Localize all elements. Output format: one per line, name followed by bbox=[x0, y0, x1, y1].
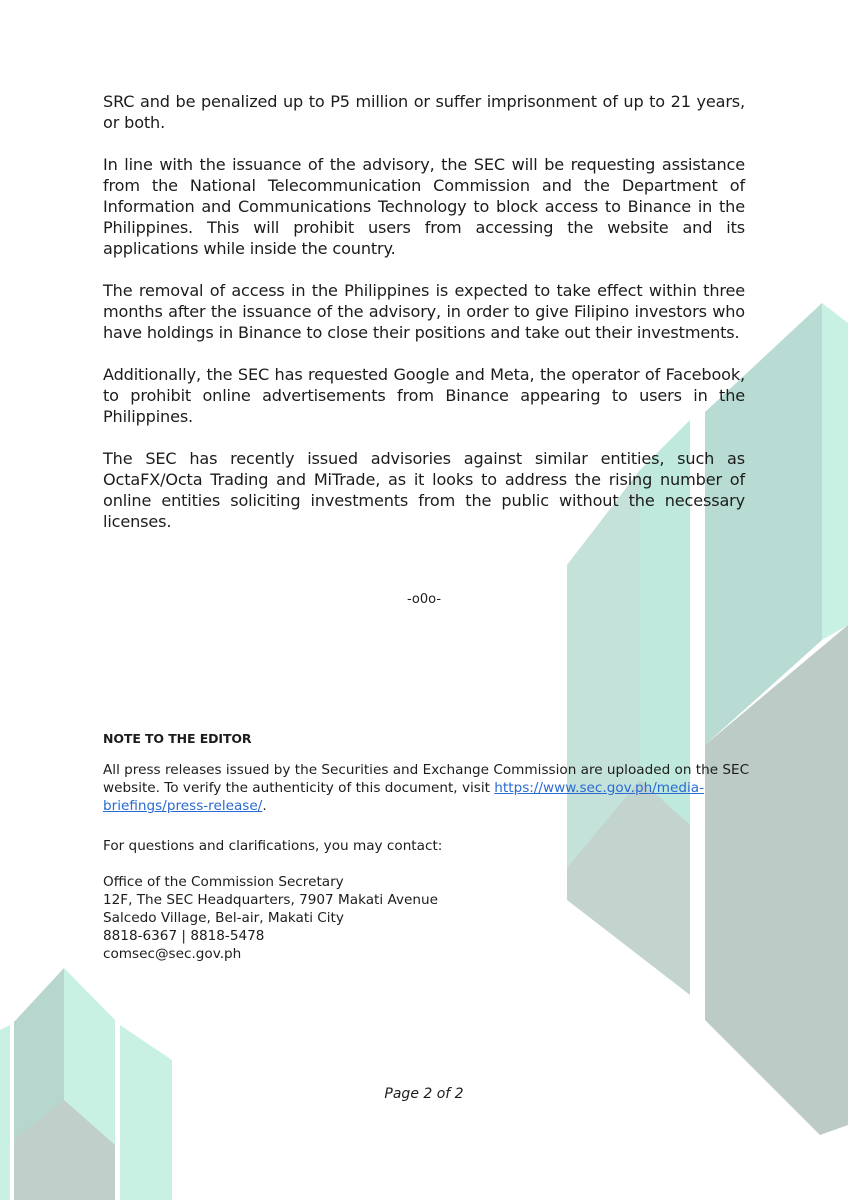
note-title: NOTE TO THE EDITOR bbox=[103, 731, 252, 746]
body-paragraph: In line with the issuance of the advisory, the SEC will be requesting assistance from the National Telecommunication Commission and the Department of Information and Communications Technology to block access to Binance in the Philippines. This will prohibit users from accessing the website and its applications while inside the country. bbox=[103, 155, 745, 258]
contact-office: Office of the Commission Secretary bbox=[103, 874, 344, 890]
body-paragraph: SRC and be penalized up to P5 million or suffer imprisonment of up to 21 years, or both. bbox=[103, 92, 745, 132]
bg-shape-mint-edge-left bbox=[0, 1025, 10, 1200]
contact-intro: For questions and clarifications, you may contact: bbox=[103, 838, 443, 854]
page-number: Page 2 of 2 bbox=[384, 1086, 464, 1102]
contact-address-2: Salcedo Village, Bel-air, Makati City bbox=[103, 910, 344, 926]
body-paragraph: Additionally, the SEC has requested Google and Meta, the operator of Facebook, to prohibit online advertisements from Binance appearing to users in the Philippines. bbox=[103, 365, 745, 426]
press-release-link[interactable]: https://www.sec.gov.ph/media-briefings/press-release/ bbox=[103, 780, 705, 814]
contact-phone: 8818-6367 | 8818-5478 bbox=[103, 928, 265, 944]
contact-block bbox=[103, 873, 763, 963]
body-paragraph: The SEC has recently issued advisories against similar entities, such as OctaFX/Octa Trading and MiTrade, as it looks to address the rising number of online entities soliciting investments from the public without the necessary licenses. bbox=[103, 449, 745, 531]
end-of-release-mark: -o0o- bbox=[406, 592, 442, 607]
note-text-end: . bbox=[262, 798, 267, 814]
note-to-editor bbox=[103, 730, 763, 963]
contact-email: comsec@sec.gov.ph bbox=[103, 946, 242, 962]
note-text: All press releases issued by the Securities and Exchange Commission are uploaded on the SEC website. To verify the authenticity of this document, visit bbox=[103, 762, 750, 796]
bg-shape-mint-bottom-left-2 bbox=[120, 1025, 172, 1200]
body-text bbox=[103, 91, 745, 553]
note-paragraph bbox=[103, 761, 763, 815]
body-paragraph: The removal of access in the Philippines is expected to take effect within three months after the issuance of the advisory, in order to give Filipino investors who have holdings in Binance to close their positions and take out their investments. bbox=[103, 281, 745, 342]
bg-shape-mint-right bbox=[822, 303, 848, 640]
contact-address: 12F, The SEC Headquarters, 7907 Makati Avenue bbox=[103, 892, 438, 908]
